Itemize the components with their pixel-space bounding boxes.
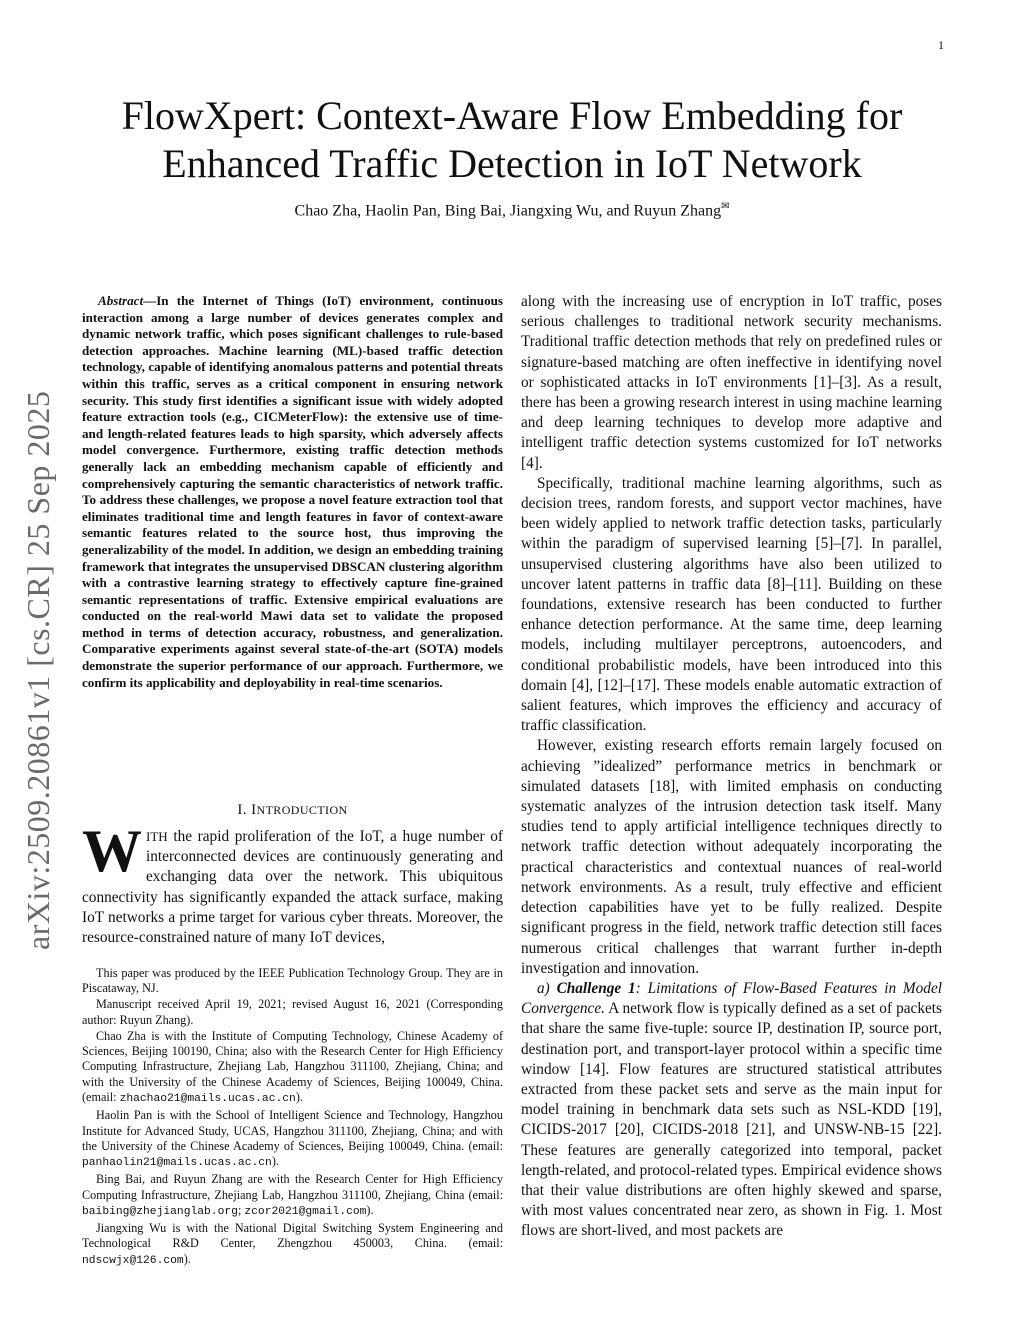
paper-title	[60, 92, 964, 188]
footnote: Haolin Pan is with the School of Intelligent Science and Technology, Hangzhou Institute for Advanced Study, UCAS, Hangzhou 311100, Zhejiang, China; and with the University of the Chinese Academy of Sciences, Beijing 100049, China. (email: panhaolin21@mails.ucas.ac.cn).	[82, 1108, 503, 1170]
paragraph: However, existing research efforts remain largely focused on achieving ”idealized” performance metrics in benchmark or simulated datasets [18], with limited emphasis on conducting systematic analyzes of the intrusion detection task itself. Many studies tend to apply artificial intelligence techniques directly to network traffic detection without adequately incorporating the practical characteristics and contextual nuances of real-world network environments. As a result, truly effective and efficient detection capabilities have yet to be fully realized. Despite significant progress in the field, network traffic detection still faces numerous critical challenges that warrant further in-depth investigation and innovation.	[521, 737, 942, 977]
challenge-1-paragraph: a) Challenge 1: Limitations of Flow-Based Features in Model Convergence. A network flow is typically defined as a set of packets that share the same five-tuple: source IP, destination IP, source port, destination port, and transport-layer protocol within a specific time window [14]. Flow features are structured statistical attributes extracted from these packet sets and serve as the main input for model training in benchmark data sets such as NSL-KDD [19], CICIDS-2017 [20], CICIDS-2018 [21], and UNSW-NB-15 [22]. These features are generally categorized into temporal, packet length-related, and protocol-related types. Empirical evidence shows that their value distributions are often highly skewed and sparse, with most values concentrated near zero, as shown in Fig. 1. Most flows are short-lived, and most packets are	[521, 979, 942, 1240]
right-column	[521, 292, 942, 1242]
paragraph: Specifically, traditional machine learning algorithms, such as decision trees, random forests, and support vector machines, have been widely applied to network traffic detection tasks, particularly within the paradigm of supervised learning [5]–[7]. In parallel, unsupervised clustering algorithms have also been utilized to uncover latent patterns in traffic data [8]–[11]. Building on these foundations, extensive research has been conducted to further enhance detection performance. At the same time, deep learning models, including multilayer perceptrons, autoencoders, and conditional probabilistic models, have been introduced into this domain [4], [12]–[17]. These models enable automatic extraction of salient features, which improves the efficiency and accuracy of traffic classification.	[521, 474, 942, 735]
intro-caps: ITH	[146, 829, 168, 844]
footnote: Bing Bai, and Ruyun Zhang are with the Research Center for High Efficiency Computing Infrastructure, Zhejiang Lab, Hangzhou 311100, Zhejiang, China (email: baibing@zhejianglab.org; zcor2021@gmail.com).	[82, 1172, 503, 1219]
authors-text: Chao Zha, Haolin Pan, Bing Bai, Jiangxing Wu, and Ruyun Zhang	[294, 202, 722, 220]
introduction-paragraph	[82, 818, 503, 948]
author-list	[60, 201, 964, 220]
paragraph: along with the increasing use of encryption in IoT traffic, poses serious challenges to traditional network security mechanisms. Traditional traffic detection methods that rely on predefined rules or signature-based matching are often ineffective in identifying novel or sophisticated attacks in IoT environments [1]–[3]. As a result, there has been a growing research interest in using machine learning and deep learning techniques to develop more adaptive and intelligent traffic detection systems customized for IoT networks [4].	[521, 293, 942, 472]
abstract-label: Abstract	[98, 293, 144, 308]
title-line-1: FlowXpert: Context-Aware Flow Embedding for	[121, 93, 903, 138]
section-heading-introduction: I. INTRODUCTION	[237, 802, 348, 818]
email-link[interactable]: ndscwjx@126.com	[82, 1254, 184, 1267]
abstract-dash: —	[143, 293, 157, 308]
email-link[interactable]: zcor2021@gmail.com	[244, 1206, 367, 1219]
footnote: Chao Zha is with the Institute of Computing Technology, Chinese Academy of Sciences, Beijing 100190, China; also with the Research Center for High Efficiency Computing Infrastructure, Zhejiang Lab, Hangzhou 311100, Zhejiang, China; and with the University of the Chinese Academy of Sciences, Beijing 100049, China. (email: zhachao21@mails.ucas.ac.cn).	[82, 1028, 503, 1106]
email-link[interactable]: baibing@zhejianglab.org	[82, 1206, 238, 1219]
abstract	[82, 293, 503, 691]
title-line-2: Enhanced Traffic Detection in IoT Network	[162, 141, 862, 186]
email-link[interactable]: panhaolin21@mails.ucas.ac.cn	[82, 1157, 272, 1170]
footnote: Jiangxing Wu is with the National Digital Switching System Engineering and Technological R&D Center, Zhengzhou 450003, China. (email: ndscwjx@126.com).	[82, 1221, 503, 1267]
footnote: Manuscript received April 19, 2021; revised August 16, 2021 (Corresponding author: Ruyun Zhang).	[82, 997, 503, 1027]
arxiv-identifier[interactable]: arXiv:2509.20861v1 [cs.CR] 25 Sep 2025	[20, 390, 56, 950]
corresponding-author-icon: ✉	[721, 201, 730, 212]
email-link[interactable]: zhachao21@mails.ucas.ac.cn	[119, 1093, 296, 1106]
footnote: This paper was produced by the IEEE Publication Technology Group. They are in Piscataway, NJ.	[82, 966, 503, 996]
page-number: 1	[938, 38, 944, 52]
abstract-text: In the Internet of Things (IoT) environment, continuous interaction among a large number of devices generates complex and dynamic network traffic, which poses significant challenges to rule-based detection approaches. Machine learning (ML)-based traffic detection technology, capable of identifying anomalous patterns and potential threats within this traffic, serves as a critical component in ensuring network security. This study first identifies a significant issue with widely adopted feature extraction tools (e.g., CICMeterFlow): the extensive use of time- and length-related features leads to high sparsity, which adversely affects model convergence. Furthermore, existing traffic detection methods generally lack an embedding mechanism capable of efficiently and comprehensively capturing the semantic characteristics of network traffic. To address these challenges, we propose a novel feature extraction tool that eliminates traditional time and length features in favor of context-aware semantic features related to the source host, thus improving the generalizability of the model. In addition, we design an embedding training framework that integrates the unsupervised DBSCAN clustering algorithm with a contrastive learning strategy to effectively capture fine-grained semantic representations of traffic. Extensive empirical evaluations are conducted on the real-world Mawi data set to validate the proposed method in terms of detection accuracy, robustness, and generalization. Comparative experiments against several state-of-the-art (SOTA) models demonstrate the superior performance of our approach. Furthermore, we confirm its applicability and deployability in real-time scenarios.	[82, 293, 503, 690]
footnotes	[82, 966, 503, 1270]
drop-cap: W	[82, 818, 142, 884]
intro-text: the rapid proliferation of the IoT, a huge number of interconnected devices are continuously generating and exchanging data over the network. This ubiquitous connectivity has significantly expanded the attack surface, making IoT networks a prime target for various cyber threats. Moreover, the resource-constrained nature of many IoT devices,	[82, 828, 503, 947]
